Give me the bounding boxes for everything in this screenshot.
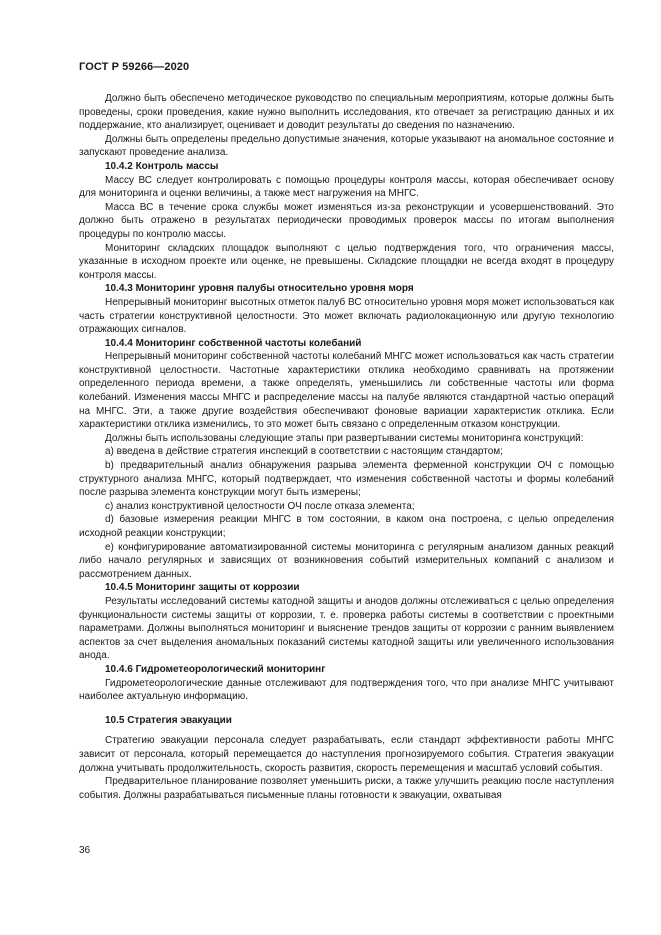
document-header: ГОСТ Р 59266—2020 bbox=[79, 61, 190, 73]
paragraph: Непрерывный мониторинг собственной частоты колебаний МНГС может использоваться как часть стратегии конструктивной целостности. Частотные характеристики отклика необходимо сравнивать на протяжении определенного периода времени, а также определять, уменьшились ли собственные частоты или форма колебаний. Изменения массы МНГС и распределение массы на палубе являются стандартной частью операций на МНГС. Эти, а также другие воздействия обеспечивают фоновые вариации характеристик отклика. Если характеристики отклика изменились, то это может быть связано с определенным отказом конструкции. bbox=[79, 351, 614, 431]
paragraph: Должно быть обеспечено методическое руководство по специальным мероприятиям, которые должны быть проведены, сроки проведения, какие нужно выполнить исследования, кто отвечает за регистрацию данных и их поддержание, кто анализирует, оценивает и доводит результаты до сведения по назначению. bbox=[79, 93, 614, 132]
paragraph: Предварительное планирование позволяет уменьшить риски, а также улучшить реакцию после наступления события. Должны разрабатываться письменные планы готовности к эвакуации, охватывая bbox=[79, 776, 614, 801]
paragraph: c) анализ конструктивной целостности ОЧ после отказа элемента; bbox=[105, 500, 415, 512]
section-heading: 10.4.6 Гидрометеорологический мониторинг bbox=[105, 663, 326, 675]
document-body bbox=[79, 92, 614, 802]
paragraph: Результаты исследований системы катодной защиты и анодов должны отслеживаться с целью определения функциональности системы защиты от коррозии, т. е. проверка работы системы в соответствии с проектными параметрами. Должны выполняться мониторинг и выяснение трендов защиты от коррозии с ранним выявлением аспектов за счет выделения аномальных показаний системы катодной защиты или увеличенного использования анода. bbox=[79, 595, 614, 662]
paragraph: Должны быть использованы следующие этапы при развертывании системы мониторинга конструкций: bbox=[105, 432, 584, 444]
section-heading: 10.4.4 Мониторинг собственной частоты колебаний bbox=[105, 337, 362, 349]
paragraph: Непрерывный мониторинг высотных отметок палуб ВС относительно уровня моря может использоваться как часть стратегии конструктивной целостности. Это может включать радиолокационную или другую технологию отражающих сигналов. bbox=[79, 296, 614, 336]
paragraph: Стратегию эвакуации персонала следует разрабатывать, если стандарт эффективности работы МНГС зависит от персонала, который перемещается до наступления прогнозируемого события. Стратегия эвакуации должна учитывать продолжительность, скорость развития, скорость перемещения и масштаб условий события. bbox=[79, 735, 614, 774]
paragraph: Гидрометеорологические данные отслеживают для подтверждения того, что при анализе МНГС учитывают наиболее актуальную информацию. bbox=[79, 677, 614, 703]
section-heading: 10.4.2 Контроль массы bbox=[105, 160, 219, 172]
page-number: 36 bbox=[79, 845, 91, 856]
paragraph: Мониторинг складских площадок выполняют с целью подтверждения того, что ограничения массы, указанные в исходном проекте или оценке, не превышены. Складские площадки не всегда входят в процедуру контроля массы. bbox=[79, 242, 614, 281]
paragraph: Должны быть определены предельно допустимые значения, которые указывают на аномальное состояние и запускают проведение анализа. bbox=[79, 133, 614, 159]
paragraph: e) конфигурирование автоматизированной системы мониторинга с регулярным анализом данных реакций либо начало регулярных и зависящих от возникновения событий измерительных компаний с анализом и рассмотрением данных. bbox=[79, 541, 614, 580]
paragraph: a) введена в действие стратегия инспекций в соответствии с настоящим стандартом; bbox=[105, 446, 503, 458]
paragraph: d) базовые измерения реакции МНГС в том состоянии, в каком она построена, с целью определения исходной реакции конструкции; bbox=[79, 514, 614, 539]
paragraph: Масса ВС в течение срока службы может изменяться из-за реконструкции и усовершенствований. Это должно быть отражено в результатах периодически проводимых проверок массы по итогам выполнения процедуры по контролю массы. bbox=[79, 201, 614, 240]
section-heading: 10.4.5 Мониторинг защиты от коррозии bbox=[105, 582, 300, 594]
section-heading: 10.5 Стратегия эвакуации bbox=[105, 714, 232, 726]
section-heading: 10.4.3 Мониторинг уровня палубы относительно уровня моря bbox=[105, 283, 414, 295]
paragraph: b) предварительный анализ обнаружения разрыва элемента ферменной конструкции ОЧ с помощью структурного анализа МНГС, который подтверждает, что изменения собственной частоты и формы колебаний после разрыва элемента конструкции могут быть измерены; bbox=[79, 460, 614, 499]
paragraph: Массу ВС следует контролировать с помощью процедуры контроля массы, которая обеспечивает основу для мониторинга и оценки величины, а также мест нагружения на МНГС. bbox=[79, 174, 614, 200]
